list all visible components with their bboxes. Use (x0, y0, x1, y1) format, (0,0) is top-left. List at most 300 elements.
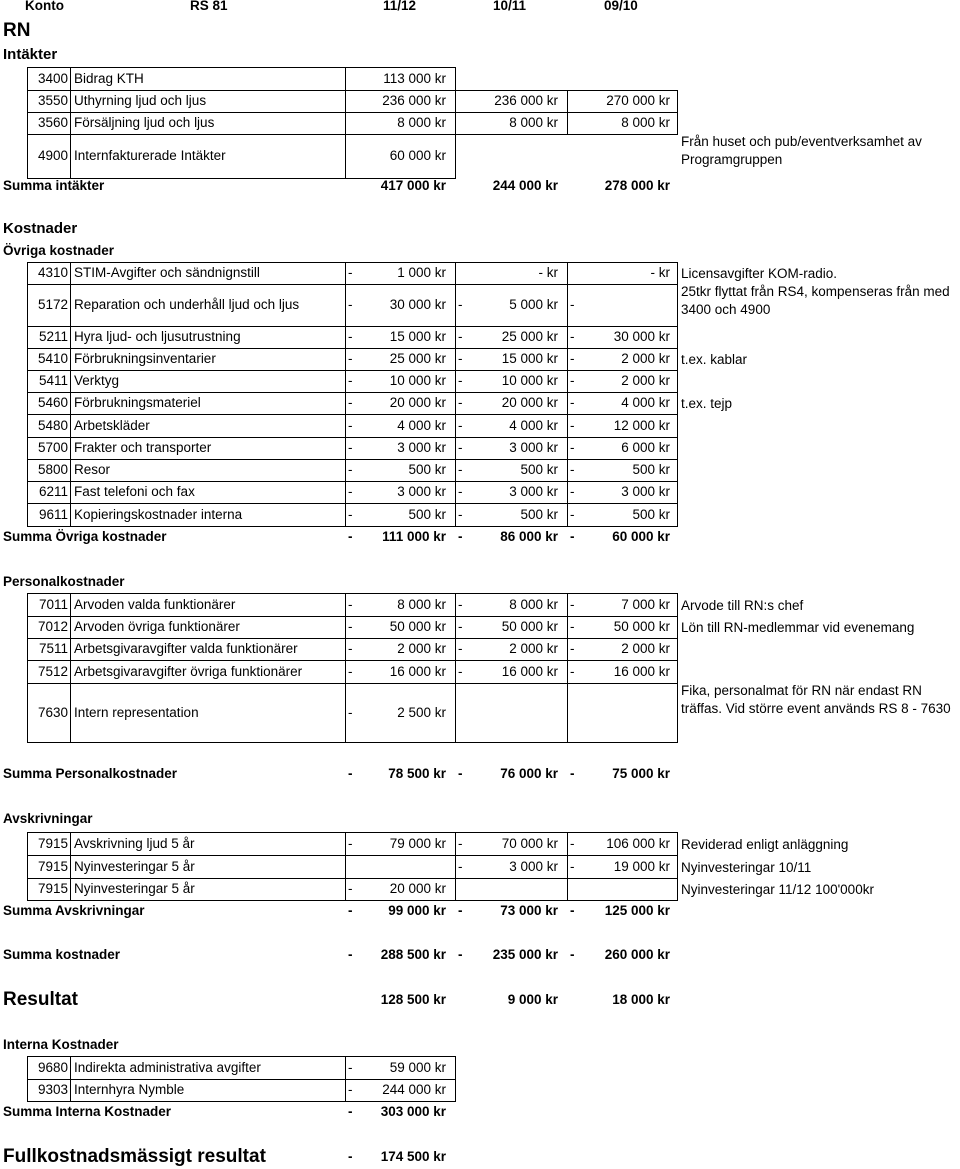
grid-line (27, 326, 677, 327)
grid-line (27, 437, 28, 460)
minus-sign: - (348, 506, 353, 522)
grid-line (677, 660, 678, 684)
grid-line (455, 112, 456, 135)
grid-line (27, 855, 677, 856)
grid-line (27, 503, 677, 504)
grid-line (455, 459, 456, 482)
sum-y3: 60 000 kr (612, 529, 670, 544)
grid-line (27, 481, 677, 482)
grid-line (455, 878, 456, 901)
grid-line (345, 683, 346, 743)
grid-line (677, 459, 678, 482)
amount-y3: 19 000 kr (613, 858, 670, 874)
amount-y1: 30 000 kr (389, 297, 446, 312)
amount-y2: 3 000 kr (509, 440, 558, 455)
minus-sign: - (458, 641, 463, 656)
amount-y1: 25 000 kr (389, 351, 446, 366)
sum-y2: 244 000 kr (492, 178, 558, 193)
grid-line (70, 878, 71, 901)
grid-line (27, 832, 28, 856)
amount-y1: 60 000 kr (389, 148, 446, 163)
grid-line (677, 370, 678, 393)
minus-sign: - (458, 373, 463, 388)
sum-label: Summa Personalkostnader (3, 766, 178, 781)
grid-line (567, 832, 568, 856)
grid-line (677, 593, 678, 617)
grid-line (70, 370, 71, 393)
grid-line (677, 326, 678, 349)
account-number: 5480 (37, 417, 68, 433)
account-number: 3560 (37, 115, 68, 130)
page-title: RN (3, 20, 31, 41)
grid-line (27, 348, 677, 349)
account-name: Arvoden övriga funktionärer (74, 619, 240, 634)
account-name: Frakter och transporter (74, 440, 212, 455)
grid-line (345, 855, 346, 879)
amount-y1: 236 000 kr (382, 93, 446, 108)
amount-y3: 3 000 kr (621, 484, 670, 499)
sum-y1: 417 000 kr (380, 178, 446, 193)
sum-y1: 99 000 kr (388, 903, 446, 918)
amount-y1: 500 kr (408, 462, 446, 477)
grid-line (455, 90, 456, 113)
account-number: 5700 (37, 440, 68, 455)
grid-line (70, 134, 71, 179)
sum-label: Summa kostnader (3, 947, 121, 962)
account-number: 5172 (37, 297, 68, 312)
header-year-2: 10/11 (493, 0, 527, 13)
sum-label: Summa intäkter (3, 178, 105, 193)
grid-line (27, 262, 677, 263)
amount-y2: 16 000 kr (501, 663, 558, 679)
grid-line (70, 638, 71, 661)
amount-y1: 10 000 kr (389, 373, 446, 388)
minus-sign: - (348, 596, 353, 612)
grid-line (70, 67, 71, 91)
account-name: Verktyg (74, 373, 120, 388)
account-name: Fast telefoni och fax (74, 484, 195, 499)
grid-line (567, 878, 568, 901)
grid-line (27, 134, 455, 135)
account-name: Kopieringskostnader interna (74, 506, 243, 522)
grid-line (27, 638, 28, 661)
amount-y2: 25 000 kr (501, 329, 558, 344)
grid-line (345, 67, 346, 91)
amount-y1: 3 000 kr (397, 440, 446, 455)
grid-line (27, 459, 677, 460)
grid-line (567, 414, 568, 438)
grid-line (27, 1079, 28, 1102)
grid-line (677, 90, 678, 113)
account-name: Förbrukningsmateriel (74, 395, 201, 410)
sum-y1: 303 000 kr (380, 1104, 446, 1119)
full-result-y1: 174 500 kr (380, 1149, 446, 1164)
amount-y2: 8 000 kr (509, 596, 558, 612)
amount-y1: 8 000 kr (397, 596, 446, 612)
grid-line (567, 392, 568, 415)
grid-line (70, 284, 71, 327)
amount-y2: 50 000 kr (501, 619, 558, 634)
account-number: 7915 (37, 835, 68, 851)
account-name: Internfakturerade Intäkter (74, 148, 226, 163)
minus-sign: - (348, 766, 353, 781)
account-name: Bidrag KTH (74, 70, 144, 86)
account-number: 5410 (37, 351, 68, 366)
grid-line (455, 90, 677, 91)
grid-line (27, 284, 28, 327)
grid-line (27, 67, 28, 91)
grid-line (345, 459, 346, 482)
amount-y1: 20 000 kr (389, 395, 446, 410)
grid-line (567, 284, 568, 327)
grid-line (27, 593, 28, 617)
grid-line (27, 348, 28, 371)
minus-sign: - (348, 947, 353, 962)
amount-y2: 20 000 kr (501, 395, 558, 410)
grid-line (27, 1056, 455, 1057)
minus-sign: - (458, 417, 463, 433)
account-number: 5800 (37, 462, 68, 477)
minus-sign: - (570, 619, 575, 634)
amount-y2: 8 000 kr (509, 115, 558, 130)
account-name: Nyinvesteringar 5 år (74, 858, 195, 874)
account-name: Nyinvesteringar 5 år (74, 881, 195, 896)
sum-y3: 278 000 kr (604, 178, 670, 193)
sum-y3: 260 000 kr (604, 947, 670, 962)
grid-line (27, 459, 28, 482)
row-note: Nyinvesteringar 10/11 (681, 859, 812, 875)
account-number: 7512 (37, 663, 68, 679)
grid-line (677, 638, 678, 661)
amount-y3: 2 000 kr (621, 351, 670, 366)
sum-y2: 86 000 kr (500, 529, 558, 544)
grid-line (677, 855, 678, 879)
account-name: Arbetskläder (74, 417, 150, 433)
minus-sign: - (458, 766, 463, 781)
grid-line (345, 262, 346, 285)
row-note: 25tkr flyttat från RS4, kompenseras från med 3400 och 4900 (681, 284, 950, 317)
minus-sign: - (458, 529, 463, 544)
grid-line (567, 437, 568, 460)
amount-y1: 20 000 kr (389, 881, 446, 896)
grid-line (455, 638, 456, 661)
sum-y2: 76 000 kr (500, 766, 558, 781)
grid-line (455, 67, 456, 91)
minus-sign: - (348, 395, 353, 410)
grid-line (677, 437, 678, 460)
amount-y1: 59 000 kr (389, 1059, 446, 1075)
grid-line (345, 284, 346, 327)
minus-sign: - (570, 835, 575, 851)
amount-y1: 113 000 kr (383, 70, 446, 86)
amount-y3: 8 000 kr (621, 115, 670, 130)
amount-y1: 2 500 kr (397, 704, 446, 720)
grid-line (455, 134, 677, 135)
grid-line (27, 832, 677, 833)
grid-line (455, 1079, 456, 1102)
amount-y2: 500 kr (520, 462, 558, 477)
row-note: t.ex. tejp (681, 396, 733, 411)
grid-line (27, 1079, 455, 1080)
amount-y2: 500 kr (520, 506, 558, 522)
grid-line (345, 1056, 346, 1080)
grid-line (70, 112, 71, 135)
grid-line (70, 683, 71, 743)
section-intakter: Intäkter (3, 46, 58, 63)
sum-label: Summa Interna Kostnader (3, 1104, 172, 1119)
grid-line (27, 90, 455, 91)
minus-sign: - (348, 265, 353, 280)
grid-line (677, 348, 678, 371)
amount-y2: 70 000 kr (501, 835, 558, 851)
sum-y2: 235 000 kr (492, 947, 558, 962)
grid-line (27, 855, 28, 879)
grid-line (27, 878, 28, 901)
grid-line (27, 742, 677, 743)
account-number: 9303 (37, 1082, 68, 1097)
minus-sign: - (458, 903, 463, 918)
account-name: Intern representation (74, 704, 199, 720)
minus-sign: - (458, 462, 463, 477)
grid-line (345, 878, 346, 901)
account-name: Hyra ljud- och ljusutrustning (74, 329, 241, 344)
grid-line (455, 660, 456, 684)
minus-sign: - (458, 506, 463, 522)
minus-sign: - (458, 484, 463, 499)
grid-line (455, 414, 456, 438)
grid-line (455, 370, 456, 393)
account-number: 4900 (37, 148, 68, 163)
minus-sign: - (348, 903, 353, 918)
grid-line (567, 683, 568, 743)
grid-line (345, 503, 346, 527)
resultat-y1: 128 500 kr (380, 992, 446, 1007)
grid-line (70, 414, 71, 438)
grid-line (345, 392, 346, 415)
amount-y3: 4 000 kr (621, 395, 670, 410)
amount-y3: 12 000 kr (613, 417, 670, 433)
grid-line (27, 526, 677, 527)
grid-line (70, 616, 71, 639)
amount-y1: 15 000 kr (389, 329, 446, 344)
minus-sign: - (348, 351, 353, 366)
grid-line (455, 593, 456, 617)
minus-sign: - (458, 297, 463, 312)
grid-line (345, 90, 346, 113)
minus-sign: - (348, 663, 353, 679)
grid-line (677, 262, 678, 285)
row-note: Licensavgifter KOM-radio. (681, 266, 838, 281)
amount-y2: - kr (538, 265, 558, 280)
minus-sign: - (570, 417, 575, 433)
grid-line (27, 900, 677, 901)
amount-y3: 2 000 kr (621, 641, 670, 656)
grid-line (27, 660, 677, 661)
account-name: Resor (74, 462, 111, 477)
grid-line (27, 326, 28, 349)
sum-y1: 111 000 kr (382, 529, 446, 544)
grid-line (27, 414, 677, 415)
grid-line (27, 67, 455, 68)
grid-line (567, 370, 568, 393)
minus-sign: - (570, 462, 575, 477)
amount-y1: 8 000 kr (397, 115, 446, 130)
row-note: Arvode till RN:s chef (681, 597, 804, 613)
grid-line (27, 1101, 455, 1102)
minus-sign: - (570, 329, 575, 344)
minus-sign: - (570, 641, 575, 656)
grid-line (27, 284, 677, 285)
grid-line (27, 878, 677, 879)
grid-line (27, 616, 28, 639)
grid-line (677, 392, 678, 415)
minus-sign: - (348, 529, 353, 544)
grid-line (455, 348, 456, 371)
grid-line (345, 370, 346, 393)
amount-y3: 6 000 kr (621, 440, 670, 455)
minus-sign: - (458, 947, 463, 962)
row-note: Från huset och pub/eventverksamhet av Programgruppen (681, 134, 922, 167)
account-number: 5460 (37, 395, 68, 410)
grid-line (455, 262, 456, 285)
sum-label: Summa Avskrivningar (3, 903, 145, 918)
account-number: 3400 (37, 70, 68, 86)
minus-sign: - (348, 462, 353, 477)
grid-line (27, 90, 28, 113)
minus-sign: - (458, 329, 463, 344)
amount-y1: 2 000 kr (397, 641, 446, 656)
grid-line (70, 660, 71, 684)
grid-line (70, 503, 71, 527)
minus-sign: - (458, 440, 463, 455)
grid-line (345, 593, 346, 617)
grid-line (70, 593, 71, 617)
minus-sign: - (348, 417, 353, 433)
grid-line (27, 112, 28, 135)
account-number: 7915 (37, 858, 68, 874)
minus-sign: - (570, 484, 575, 499)
account-number: 9680 (37, 1059, 68, 1075)
grid-line (677, 481, 678, 504)
amount-y1: 244 000 kr (382, 1082, 446, 1097)
amount-y3: 16 000 kr (613, 663, 670, 679)
minus-sign: - (570, 858, 575, 874)
grid-line (345, 134, 346, 179)
amount-y2: 5 000 kr (509, 297, 558, 312)
grid-line (345, 481, 346, 504)
grid-line (27, 262, 28, 285)
grid-line (27, 414, 28, 438)
amount-y2: 15 000 kr (501, 351, 558, 366)
account-number: 7012 (37, 619, 68, 634)
amount-y1: 500 kr (408, 506, 446, 522)
amount-y3: - kr (650, 265, 670, 280)
grid-line (27, 683, 677, 684)
amount-y3: 2 000 kr (621, 373, 670, 388)
section-avskrivningar: Avskrivningar (3, 811, 93, 826)
account-name: Försäljning ljud och ljus (74, 115, 215, 130)
grid-line (455, 1056, 456, 1080)
minus-sign: - (570, 351, 575, 366)
grid-line (455, 437, 456, 460)
minus-sign: - (348, 619, 353, 634)
section-kostnader: Kostnader (3, 220, 78, 237)
grid-line (345, 112, 346, 135)
minus-sign: - (570, 297, 575, 312)
account-number: 9611 (38, 506, 68, 522)
amount-y1: 50 000 kr (389, 619, 446, 634)
grid-line (345, 1079, 346, 1102)
grid-line (70, 832, 71, 856)
amount-y3: 500 kr (632, 462, 670, 477)
grid-line (27, 437, 677, 438)
grid-line (70, 326, 71, 349)
grid-line (345, 414, 346, 438)
minus-sign: - (348, 329, 353, 344)
grid-line (70, 348, 71, 371)
grid-line (27, 134, 28, 179)
grid-line (345, 616, 346, 639)
account-name: STIM-Avgifter och sändnignstill (74, 265, 260, 280)
minus-sign: - (570, 373, 575, 388)
account-number: 7011 (38, 596, 68, 612)
grid-line (27, 1056, 28, 1080)
minus-sign: - (348, 641, 353, 656)
grid-line (677, 616, 678, 639)
grid-line (567, 593, 568, 617)
grid-line (70, 459, 71, 482)
account-name: Arvoden valda funktionärer (74, 596, 236, 612)
grid-line (345, 437, 346, 460)
amount-y2: 3 000 kr (509, 484, 558, 499)
grid-line (567, 326, 568, 349)
grid-line (27, 370, 677, 371)
grid-line (567, 638, 568, 661)
grid-line (70, 855, 71, 879)
section-interna: Interna Kostnader (3, 1037, 119, 1052)
header-year-3: 09/10 (604, 0, 638, 13)
grid-line (677, 503, 678, 527)
minus-sign: - (458, 858, 463, 874)
account-name: Reparation och underhåll ljud och ljus (74, 297, 300, 312)
minus-sign: - (348, 1104, 353, 1119)
amount-y3: 500 kr (632, 506, 670, 522)
minus-sign: - (570, 395, 575, 410)
amount-y3: 106 000 kr (606, 835, 670, 851)
account-number: 7630 (37, 704, 68, 720)
sum-y3: 125 000 kr (604, 903, 670, 918)
account-number: 5211 (38, 329, 68, 344)
amount-y3: 270 000 kr (606, 93, 670, 108)
amount-y1: 3 000 kr (397, 484, 446, 499)
minus-sign: - (348, 373, 353, 388)
amount-y2: 10 000 kr (501, 373, 558, 388)
account-name: Arbetsgivaravgifter valda funktionärer (74, 641, 298, 656)
grid-line (455, 134, 456, 179)
grid-line (70, 392, 71, 415)
grid-line (677, 414, 678, 438)
minus-sign: - (348, 484, 353, 499)
account-name: Internhyra Nymble (74, 1082, 185, 1097)
section-personal: Personalkostnader (3, 574, 125, 589)
grid-line (567, 459, 568, 482)
amount-y1: 16 000 kr (389, 663, 446, 679)
grid-line (345, 348, 346, 371)
amount-y1: 4 000 kr (397, 417, 446, 433)
resultat-label: Resultat (3, 989, 78, 1010)
resultat-y2: 9 000 kr (507, 992, 558, 1007)
grid-line (70, 262, 71, 285)
